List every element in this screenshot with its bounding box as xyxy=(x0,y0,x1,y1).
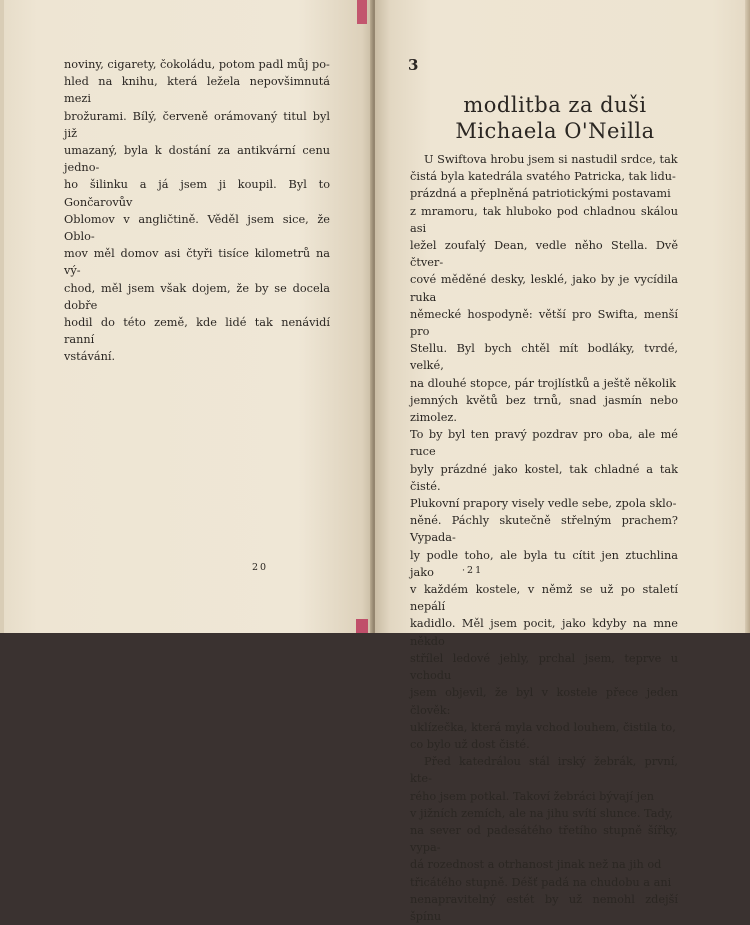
chapter-number: 3 xyxy=(408,56,419,74)
left-line: vstávání. xyxy=(64,350,116,364)
right-line: německé hospodyně: větší pro Swifta, menší pro xyxy=(410,307,678,339)
right-line: ležel zoufalý Dean, vedle něho Stella. Dvě čtver- xyxy=(410,239,678,270)
left-line: noviny, cigarety, čokoládu, potom padl můj po- xyxy=(64,58,330,71)
right-line: prázdná a přeplněná patriotickými postavami xyxy=(410,187,671,201)
left-line: umazaný, byla k dostání za antikvární cenu jedno- xyxy=(64,144,330,175)
right-line: cové měděné desky, lesklé, jako by je vycídila ruka xyxy=(410,273,678,304)
right-line: dá rozednost a otrhanost jinak než na jih od xyxy=(410,858,662,872)
right-line: v jižních zemích, ale na jihu svítí slunce. Tady, xyxy=(410,806,674,820)
left-line: brožurami. Bílý, červeně orámovaný titul byl již xyxy=(64,109,330,140)
right-line: třicátého stupně. Déšť padá na chudobu a ani xyxy=(410,875,672,889)
right-line: Plukovní prapory visely vedle sebe, zpola sklo- xyxy=(410,497,677,511)
right-line: rého jsem potkal. Takoví žebráci bývají jen xyxy=(410,789,655,803)
left-line: Oblomov v angličtině. Věděl jsem sice, že Oblo- xyxy=(64,212,330,244)
right-line: Před katedrálou stál irský žebrák, první, kte- xyxy=(410,755,678,786)
left-line: chod, měl jsem však dojem, že by se docela dobře xyxy=(64,281,330,312)
bookmark-ribbon-end xyxy=(356,619,368,633)
page-number-left: 20 xyxy=(252,562,269,573)
right-page xyxy=(375,0,750,923)
right-line: Stellu. Byl bych chtěl mít bodláky, tvrdé, velké, xyxy=(410,342,678,373)
right-line: jsem objevil, že byl v kostele přece jeden člověk: xyxy=(410,686,678,717)
right-line: ly podle toho, ale byla tu cítit jen ztuchlina jako xyxy=(410,548,678,579)
right-line: na dlouhé stopce, pár trojlístků a ještě několik xyxy=(410,376,676,390)
left-page xyxy=(0,0,373,633)
right-line: z mramoru, tak hluboko pod chladnou skálou asi xyxy=(410,204,678,235)
left-line: mov měl domov asi čtyři tisíce kilometrů na vý- xyxy=(64,247,330,278)
right-line: čistá byla katedrála svatého Patricka, tak lidu- xyxy=(410,170,676,184)
right-line: kadidlo. Měl jsem pocit, jako kdyby na mne někdo xyxy=(410,617,678,648)
right-line: nenapravitelný estét by už nemohl zdejší špínu xyxy=(410,892,678,923)
left-line: hled na knihu, která ležela nepovšimnutá mezi xyxy=(64,75,330,106)
chapter-title-line2: Michaela O'Neilla xyxy=(455,119,655,143)
left-page-edge xyxy=(0,0,4,633)
left-page-text xyxy=(64,56,330,366)
left-line: ho šilinku a já jsem ji koupil. Byl to Gončarovův xyxy=(64,178,330,209)
right-line: něné. Páchly skutečně střelným prachem? Vypada- xyxy=(410,514,678,545)
right-line: na sever od padesátého třetího stupně šířky, vypa- xyxy=(410,823,678,855)
page-number-right: ·21 xyxy=(462,565,484,576)
right-line: v každém kostele, v němž se už po staletí nepálí xyxy=(410,583,678,614)
right-page-text xyxy=(410,151,678,925)
chapter-title-line1: modlitba za duši xyxy=(463,93,647,117)
right-line: To by byl ten pravý pozdrav pro oba, ale mé ruce xyxy=(410,428,678,459)
right-line: U Swiftova hrobu jsem si nastudil srdce, tak xyxy=(424,153,678,166)
bookmark-ribbon xyxy=(357,0,367,24)
right-page-edge xyxy=(745,0,750,633)
right-line: jemných květů bez trnů, snad jasmín nebo zimolez. xyxy=(410,393,678,425)
right-line: co bylo už dost čisté. xyxy=(410,737,530,751)
right-line: byly prázdné jako kostel, tak chladné a tak čisté. xyxy=(410,462,678,493)
right-line: uklízečka, která myla vchod louhem, čistila to, xyxy=(410,720,676,734)
left-line: hodil do této země, kde lidé tak nenávidí ranní xyxy=(64,316,330,347)
right-line: střílel ledové jehly, prchal jsem, teprve u vchodu xyxy=(410,651,678,683)
